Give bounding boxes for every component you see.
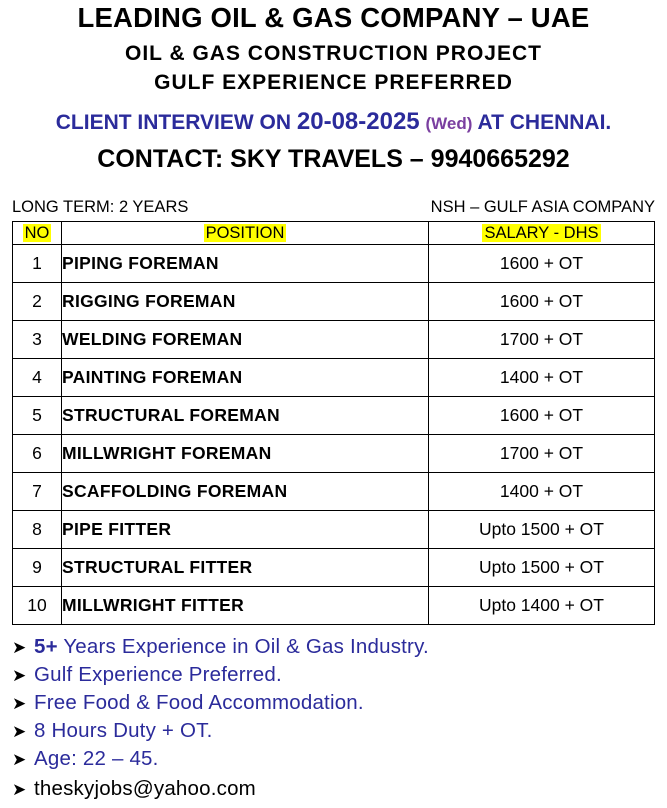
arrow-bullet-icon: ➤ bbox=[12, 666, 27, 685]
list-item bbox=[12, 775, 429, 803]
row-salary: 1600 + OT bbox=[429, 245, 655, 283]
arrow-bullet-icon: ➤ bbox=[12, 780, 27, 799]
row-number: 6 bbox=[13, 435, 62, 473]
row-salary: Upto 1400 + OT bbox=[429, 587, 655, 625]
row-position: WELDING FOREMAN bbox=[62, 321, 429, 359]
table-row bbox=[13, 549, 655, 587]
table-row bbox=[13, 587, 655, 625]
interview-date: 20-08-2025 bbox=[296, 108, 420, 135]
table-row bbox=[13, 359, 655, 397]
age-text: Age: 22 – 45. bbox=[34, 747, 159, 770]
row-position: SCAFFOLDING FOREMAN bbox=[62, 473, 429, 511]
gulf-text: Gulf Experience Preferred. bbox=[34, 663, 282, 686]
header-no: NO bbox=[13, 222, 62, 245]
table-row bbox=[13, 511, 655, 549]
table-row bbox=[13, 321, 655, 359]
row-salary: 1600 + OT bbox=[429, 283, 655, 321]
row-position: PIPING FOREMAN bbox=[62, 245, 429, 283]
row-salary: 1700 + OT bbox=[429, 435, 655, 473]
row-number: 9 bbox=[13, 549, 62, 587]
contact-line: CONTACT: SKY TRAVELS – 9940665292 bbox=[97, 145, 570, 173]
row-salary: 1700 + OT bbox=[429, 321, 655, 359]
arrow-bullet-icon: ➤ bbox=[12, 750, 27, 769]
row-position: RIGGING FOREMAN bbox=[62, 283, 429, 321]
row-number: 4 bbox=[13, 359, 62, 397]
row-position: STRUCTURAL FITTER bbox=[62, 549, 429, 587]
requirements-list bbox=[12, 633, 429, 803]
row-salary: 1600 + OT bbox=[429, 397, 655, 435]
row-salary: Upto 1500 + OT bbox=[429, 511, 655, 549]
row-number: 3 bbox=[13, 321, 62, 359]
header-salary: SALARY - DHS bbox=[429, 222, 655, 245]
row-number: 7 bbox=[13, 473, 62, 511]
table-header-row bbox=[13, 222, 655, 245]
row-position: MILLWRIGHT FITTER bbox=[62, 587, 429, 625]
positions-table bbox=[12, 221, 655, 625]
row-salary: Upto 1500 + OT bbox=[429, 549, 655, 587]
arrow-bullet-icon: ➤ bbox=[12, 722, 27, 741]
table-row bbox=[13, 283, 655, 321]
row-position: MILLWRIGHT FOREMAN bbox=[62, 435, 429, 473]
interview-line bbox=[0, 108, 667, 136]
experience-years: 5+ bbox=[34, 635, 58, 658]
table-row bbox=[13, 397, 655, 435]
row-salary: 1400 + OT bbox=[429, 473, 655, 511]
list-item bbox=[12, 689, 429, 717]
arrow-bullet-icon: ➤ bbox=[12, 638, 27, 657]
row-number: 10 bbox=[13, 587, 62, 625]
project-subtitle: OIL & GAS CONSTRUCTION PROJECT bbox=[125, 42, 542, 65]
row-number: 1 bbox=[13, 245, 62, 283]
interview-prefix: CLIENT INTERVIEW ON bbox=[55, 111, 292, 134]
table-row bbox=[13, 435, 655, 473]
table-row bbox=[13, 245, 655, 283]
row-position: STRUCTURAL FOREMAN bbox=[62, 397, 429, 435]
list-item bbox=[12, 717, 429, 745]
experience-subtitle: GULF EXPERIENCE PREFERRED bbox=[154, 71, 513, 94]
food-text: Free Food & Food Accommodation. bbox=[34, 691, 364, 714]
arrow-bullet-icon: ➤ bbox=[12, 694, 27, 713]
list-item bbox=[12, 661, 429, 689]
row-number: 8 bbox=[13, 511, 62, 549]
contract-term: LONG TERM: 2 YEARS bbox=[12, 198, 189, 216]
header-position: POSITION bbox=[62, 222, 429, 245]
table-row bbox=[13, 473, 655, 511]
email-link[interactable]: theskyjobs@yahoo.com bbox=[34, 777, 256, 800]
row-number: 5 bbox=[13, 397, 62, 435]
row-number: 2 bbox=[13, 283, 62, 321]
experience-text: Years Experience in Oil & Gas Industry. bbox=[63, 635, 429, 658]
list-item bbox=[12, 745, 429, 773]
row-position: PAINTING FOREMAN bbox=[62, 359, 429, 397]
row-position: PIPE FITTER bbox=[62, 511, 429, 549]
company-name: NSH – GULF ASIA COMPANY bbox=[430, 198, 655, 216]
list-item bbox=[12, 633, 429, 661]
duty-text: 8 Hours Duty + OT. bbox=[34, 719, 213, 742]
page-title: LEADING OIL & GAS COMPANY – UAE bbox=[77, 2, 590, 33]
interview-day: (Wed) bbox=[425, 114, 473, 133]
row-salary: 1400 + OT bbox=[429, 359, 655, 397]
interview-suffix: AT CHENNAI. bbox=[477, 111, 612, 134]
